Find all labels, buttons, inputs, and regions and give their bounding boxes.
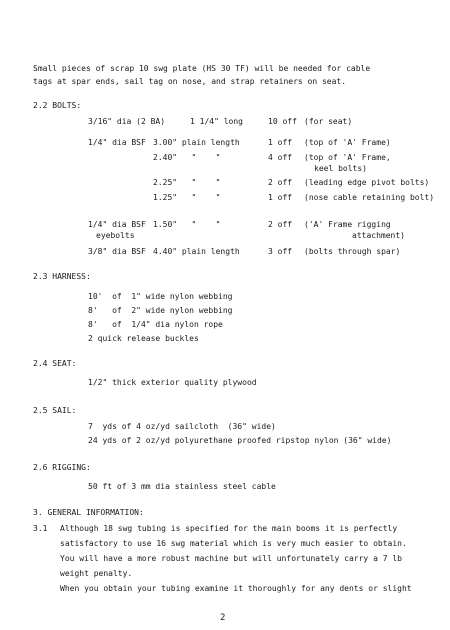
- general-line-1: Although 18 swg tubing is specified for the main booms it is perfectly: [60, 524, 398, 533]
- bolt-row-6-qty: 2 off: [268, 220, 293, 229]
- rigging-heading: 2.6 RIGGING:: [33, 463, 91, 472]
- bolt-row-1-length: 1 1/4" long: [190, 117, 243, 126]
- bolt-row-4-length: 2.25" " ": [153, 178, 221, 187]
- general-line-2: satisfactory to use 16 swg material which is very much easier to obtain.: [60, 539, 407, 548]
- intro-line-1: Small pieces of scrap 10 swg plate (HS 30 TF) will be needed for cable: [33, 64, 371, 73]
- bolt-row-3-length: 2.40" " ": [153, 153, 221, 162]
- harness-line-2: 8' of 2" wide nylon webbing: [88, 306, 233, 315]
- harness-heading: 2.3 HARNESS:: [33, 272, 91, 281]
- bolt-row-5-qty: 1 off: [268, 193, 293, 202]
- general-line-5: When you obtain your tubing examine it thoroughly for any dents or slight: [60, 584, 412, 593]
- bolt-row-7-use: (bolts through spar): [304, 247, 401, 256]
- general-line-3: You will have a more robust machine but will unfortunately carry a 7 lb: [60, 554, 402, 563]
- bolt-row-2-qty: 1 off: [268, 138, 293, 147]
- bolt-row-2-length: 3.00" plain length: [153, 138, 240, 147]
- bolt-row-3-use: (top of 'A' Frame,: [304, 153, 391, 162]
- intro-line-2: tags at spar ends, sail tag on nose, and strap retainers on seat.: [33, 77, 347, 86]
- bolt-row-5-length: 1.25" " ": [153, 193, 221, 202]
- bolt-row-4-use: (leading edge pivot bolts): [304, 178, 430, 187]
- bolt-row-1-size: 3/16" dia (2 BA): [88, 117, 166, 126]
- bolt-row-7-qty: 3 off: [268, 247, 293, 256]
- sail-line-1: 7 yds of 4 oz/yd sailcloth (36" wide): [88, 422, 276, 431]
- sail-heading: 2.5 SAIL:: [33, 406, 77, 415]
- sail-line-2: 24 yds of 2 oz/yd polyurethane proofed ripstop nylon (36" wide): [88, 436, 392, 445]
- bolt-row-6-length: 1.50" " ": [153, 220, 221, 229]
- page-number: 2: [220, 613, 226, 623]
- bolts-heading: 2.2 BOLTS:: [33, 101, 82, 110]
- bolt-row-1-use: (for seat): [304, 117, 353, 126]
- bolt-row-1-qty: 10 off: [268, 117, 297, 126]
- general-heading: 3. GENERAL INFORMATION:: [33, 508, 144, 517]
- seat-line: 1/2" thick exterior quality plywood: [88, 378, 257, 387]
- harness-line-1: 10' of 1" wide nylon webbing: [88, 292, 233, 301]
- bolt-row-3-qty: 4 off: [268, 153, 293, 162]
- bolt-row-2-size: 1/4" dia BSF: [88, 138, 146, 147]
- general-item-number: 3.1: [33, 524, 48, 533]
- seat-heading: 2.4 SEAT:: [33, 359, 77, 368]
- rigging-line: 50 ft of 3 mm dia stainless steel cable: [88, 482, 276, 491]
- bolt-row-6-use-cont: attachment): [352, 231, 405, 240]
- bolt-row-7-size: 3/8" dia BSF: [88, 247, 146, 256]
- bolt-row-6-size: 1/4" dia BSF: [88, 220, 146, 229]
- bolt-row-7-length: 4.40" plain length: [153, 247, 240, 256]
- bolt-row-6-size-cont: eyebolts: [96, 231, 135, 240]
- bolt-row-4-qty: 2 off: [268, 178, 293, 187]
- bolt-row-2-use: (top of 'A' Frame): [304, 138, 391, 147]
- harness-line-4: 2 quick release buckles: [88, 334, 199, 343]
- bolt-row-6-use: ('A' Frame rigging: [304, 220, 391, 229]
- harness-line-3: 8' of 1/4" dia nylon rope: [88, 320, 223, 329]
- general-line-4: weight penalty.: [60, 569, 133, 578]
- bolt-row-5-use: (nose cable retaining bolt): [304, 193, 435, 202]
- bolt-row-3-use-cont: keel bolts): [314, 164, 367, 173]
